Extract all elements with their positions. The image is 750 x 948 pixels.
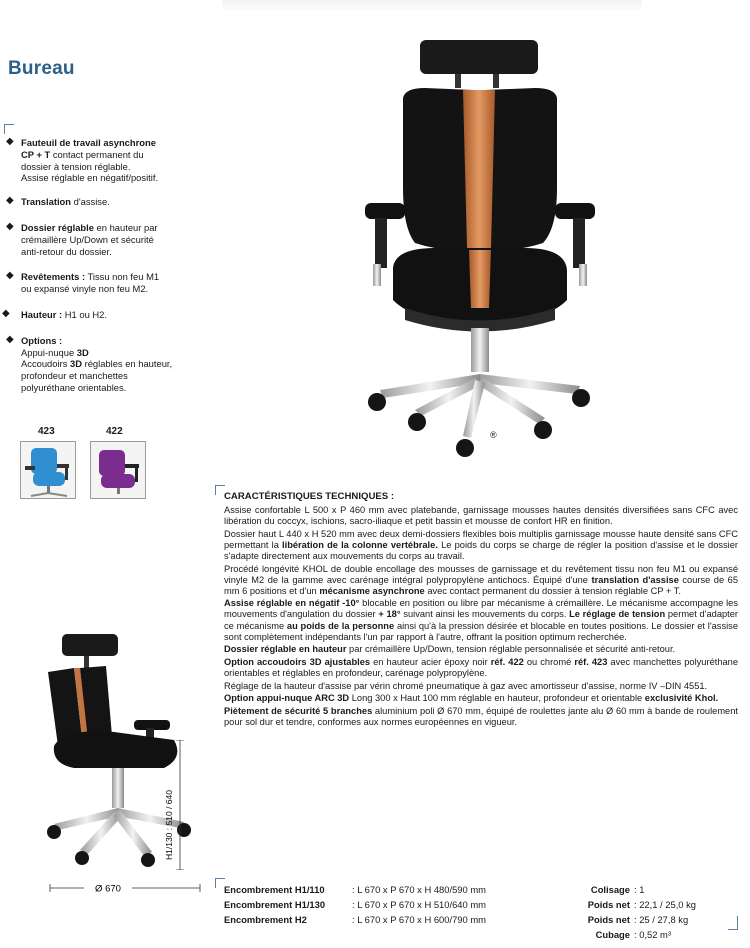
feature-item	[4, 335, 219, 394]
tech-paragraph: Option appui-nuque ARC 3D Long 300 x Haut 100 mm réglable en hauteur, profondeur et orientable exclusivité Khol.	[224, 693, 719, 704]
feature-text: d'assise.	[71, 196, 110, 208]
feature-line: polyuréthane orientables.	[21, 381, 127, 393]
registered-mark: ®	[490, 430, 497, 440]
diamond-bullet-icon: ◆	[2, 307, 10, 319]
table-row: Encombrement H1/130 : L 670 x P 670 x H 510/640 mm	[224, 899, 486, 910]
table-row: Poids net : 25 / 27,8 kg	[587, 914, 689, 925]
feature-line: réglables en hauteur,	[81, 358, 173, 370]
feature-title: Hauteur :	[21, 308, 63, 320]
feature-item	[4, 309, 219, 321]
swatch-code: 423	[38, 426, 55, 437]
feature-line: profondeur et manchettes	[21, 370, 128, 382]
feature-title: Fauteuil de travail asynchrone	[21, 137, 156, 148]
feature-line: anti-retour du dossier.	[21, 245, 112, 257]
swatch-423[interactable]	[20, 441, 76, 499]
tech-specs	[224, 491, 738, 729]
diamond-bullet-icon: ◆	[6, 195, 14, 207]
feature-text: H1 ou H2.	[62, 308, 107, 320]
feature-item	[4, 196, 219, 208]
feature-title: Options :	[21, 334, 63, 346]
feature-line: Appui-nuque	[21, 346, 77, 358]
tech-paragraph: Réglage de la hauteur d'assise par vérin chromé pneumatique à gaz avec amortisseur d'assise, norme IV –DIN 4551.	[224, 680, 708, 691]
feature-item	[4, 222, 219, 257]
height-dimension-label: H1/130 : 510 / 640	[164, 790, 174, 860]
features-list	[4, 137, 219, 406]
top-fade	[222, 0, 642, 12]
chair-thumbnail-icon	[21, 442, 76, 499]
page-title: Bureau	[8, 58, 75, 79]
feature-text: Tissu non feu M1	[85, 271, 160, 283]
encombrement-table	[224, 882, 486, 927]
tech-paragraph: Option accoudoirs 3D ajustables en hauteur acier époxy noir réf. 422 ou chromé réf. 423 avec manchettes polyuréthane orientables et réglables en profondeur, carénage polypropylène.	[224, 656, 739, 678]
tech-paragraph: Assise réglable en négatif -10° blocable en position ou libre par mécanisme à crémaillère. Le mécanisme accompagne les mouvements d'angulation du dossier + 18° suivant ainsi les mouvements du corps. Le réglage de tension permet d'adapter ce mécanisme au poids de la personne ainsi qu'à la pression désirée et blocable en toutes positions. Le dossier et l'assise sont complètement indépendants l'un par rapport à l'autre, offrant la position optimum recherchée.	[224, 598, 739, 642]
hero-chair-image	[345, 38, 615, 458]
feature-bold: 3D	[69, 358, 82, 370]
tech-paragraph: Procédé longévité KHOL de double encollage des mousses de garnissage et du revêtement tissu non feu M1 ou expansé vinyle M2 de la gamme avec carénage intégral polypropylène antichocs. Équipé d'une translation d'assise course de 65 mm 6 positions et d'un mécanisme asynchrone avec contact permanent du dossier à tension réglable CP + T.	[224, 563, 739, 596]
table-row: Encombrement H2 : L 670 x P 670 x H 600/790 mm	[224, 914, 486, 925]
tech-paragraph: Dossier haut L 440 x H 520 mm avec deux demi-dossiers flexibles bois multiplis garnissage mousse haute densité sans CFC permettant la libération de la colonne vertébrale. Le poids du corps se charge de régler la position d'assise et le dossier s'adapte directement aux mouvements du corps au travail.	[224, 528, 739, 561]
feature-item	[4, 271, 219, 295]
width-dimension-line	[50, 882, 200, 894]
feature-text: en hauteur par	[93, 221, 158, 233]
tech-paragraph: Piètement de sécurité 5 branches aluminium poli Ø 670 mm, équipé de roulettes jante alu Ø 60 mm à bande de roulement pour sol dur et tendre, conformes aux normes européennes en vigueur.	[224, 705, 738, 727]
corner-mark	[4, 124, 14, 134]
corner-mark	[728, 916, 738, 930]
table-row: Poids net : 22,1 / 25,0 kg	[587, 899, 697, 910]
table-row: Cubage : 0,52 m³	[595, 929, 671, 940]
diamond-bullet-icon: ◆	[6, 136, 14, 147]
tech-paragraph: Assise confortable L 500 x P 460 mm avec platebande, garnissage mousses hautes densités diversifiées sans CFC avec libération du coccyx, ischions, sacro-iliaque et petit bassin et mousse de confort HR en finition.	[224, 505, 738, 527]
chair-thumbnail-icon	[91, 442, 146, 499]
feature-line: crémaillère Up/Down et sécurité	[21, 233, 154, 245]
feature-line: dossier à tension réglable.	[21, 160, 131, 172]
feature-line: contact permanent du	[50, 148, 144, 160]
width-dimension-label: Ø 670	[95, 883, 121, 895]
feature-item	[4, 137, 219, 184]
diamond-bullet-icon: ◆	[6, 270, 14, 282]
side-chair-image	[34, 628, 224, 878]
height-dimension-line	[160, 740, 190, 870]
tech-paragraph: Dossier réglable en hauteur par crémaillère Up/Down, tension réglable personnalisée et sécurité anti-retour.	[224, 644, 676, 655]
feature-bold: 3D	[76, 346, 89, 358]
table-row: Encombrement H1/110 : L 670 x P 670 x H 480/590 mm	[224, 884, 486, 895]
tech-heading: CARACTÉRISTIQUES TECHNIQUES :	[224, 491, 395, 502]
feature-line: ou expansé vinyle non feu M2.	[21, 283, 149, 295]
feature-title: Revêtements :	[21, 271, 86, 283]
table-row: Colisage : 1	[590, 884, 645, 895]
feature-title: Dossier réglable	[21, 221, 94, 233]
feature-line: Accoudoirs	[21, 358, 70, 370]
swatch-code: 422	[106, 426, 123, 437]
diamond-bullet-icon: ◆	[6, 220, 14, 232]
swatch-422[interactable]	[90, 441, 146, 499]
diamond-bullet-icon: ◆	[6, 333, 14, 345]
feature-title: Translation	[21, 196, 72, 208]
feature-bold: CP + T	[21, 148, 51, 160]
packaging-table	[578, 882, 696, 942]
feature-line: Assise réglable en négatif/positif.	[21, 172, 159, 184]
